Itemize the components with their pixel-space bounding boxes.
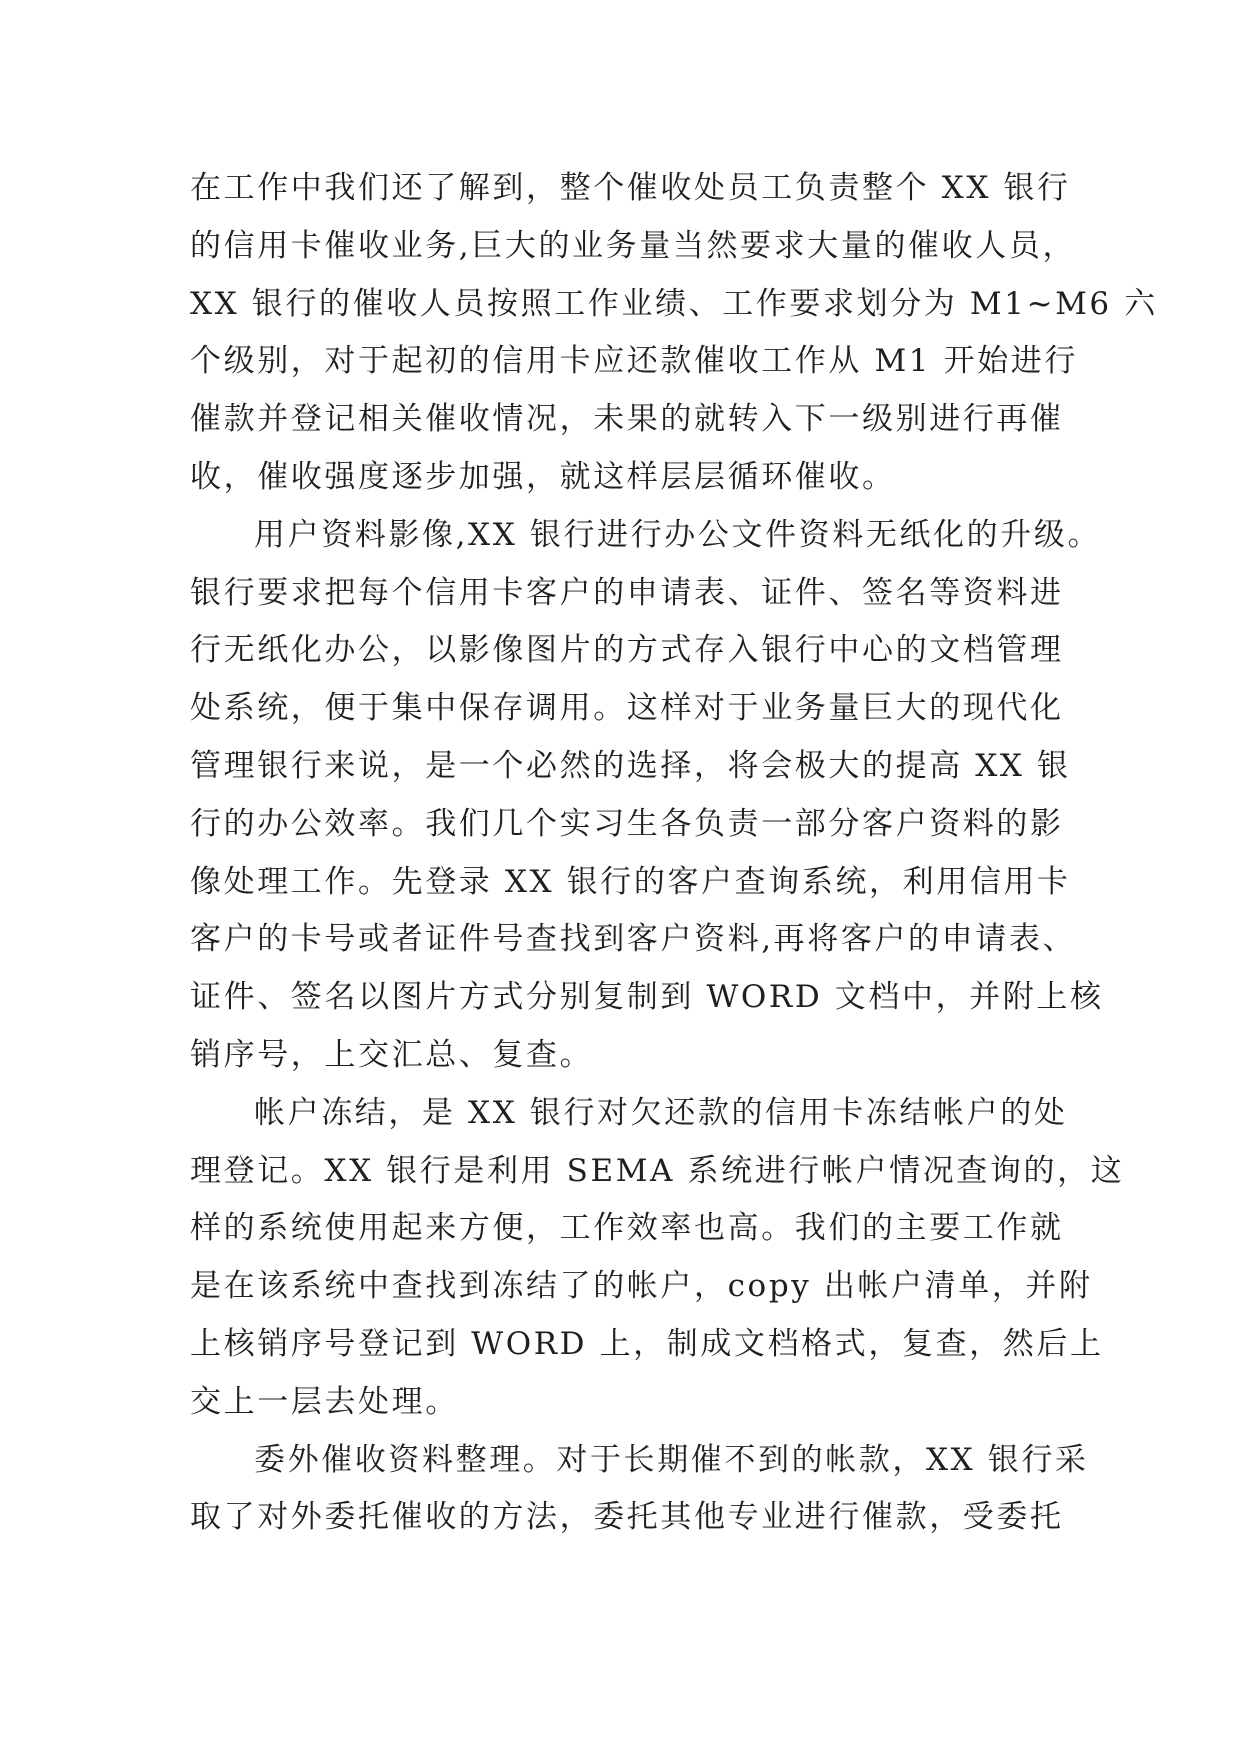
text-line-18: 理登记。XX 银行是利用 SEMA 系统进行帐户情况查询的，这 (190, 1152, 1125, 1189)
text-line-11: 管理银行来说，是一个必然的选择，将会极大的提高 XX 银 (190, 747, 1071, 784)
text-line-20: 是在该系统中查找到冻结了的帐户，copy 出帐户清单，并附 (190, 1268, 1093, 1305)
text-line-10: 处系统，便于集中保存调用。这样对于业务量巨大的现代化 (190, 690, 1064, 727)
text-line-12: 行的办公效率。我们几个实习生各负责一部分客户资料的影 (190, 805, 1064, 842)
text-line-21: 上核销序号登记到 WORD 上，制成文档格式，复查，然后上 (190, 1325, 1104, 1362)
text-line-6: 收，催收强度逐步加强，就这样层层循环催收。 (190, 458, 896, 495)
text-line-19: 样的系统使用起来方便，工作效率也高。我们的主要工作就 (190, 1210, 1064, 1247)
text-line-17: 帐户冻结，是 XX 银行对欠还款的信用卡冻结帐户的处 (254, 1094, 1068, 1131)
text-line-8: 银行要求把每个信用卡客户的申请表、证件、签名等资料进 (190, 574, 1064, 611)
text-line-24: 取了对外委托催收的方法，委托其他专业进行催款，受委托 (190, 1499, 1064, 1536)
text-line-15: 证件、签名以图片方式分别复制到 WORD 文档中，并附上核 (190, 979, 1104, 1016)
text-line-7: 用户资料影像,XX 银行进行办公文件资料无纸化的升级。 (254, 516, 1102, 553)
text-line-4: 个级别，对于起初的信用卡应还款催收工作从 M1 开始进行 (190, 343, 1078, 380)
text-line-13: 像处理工作。先登录 XX 银行的客户查询系统，利用信用卡 (190, 863, 1071, 900)
text-line-9: 行无纸化办公，以影像图片的方式存入银行中心的文档管理 (190, 632, 1064, 669)
text-line-22: 交上一层去处理。 (190, 1383, 459, 1420)
text-line-14: 客户的卡号或者证件号查找到客户资料,再将客户的申请表、 (190, 921, 1077, 958)
text-line-5: 催款并登记相关催收情况，未果的就转入下一级别进行再催 (190, 401, 1064, 438)
text-line-16: 销序号，上交汇总、复查。 (190, 1036, 594, 1073)
text-line-3: XX 银行的催收人员按照工作业绩、工作要求划分为 M1~M6 六 (190, 285, 1158, 322)
document-body (190, 160, 1158, 1547)
text-line-23: 委外催收资料整理。对于长期催不到的帐款，XX 银行采 (254, 1441, 1089, 1478)
text-line-1: 在工作中我们还了解到，整个催收处员工负责整个 XX 银行 (190, 170, 1071, 206)
text-line-2: 的信用卡催收业务,巨大的业务量当然要求大量的催收人员， (190, 227, 1077, 264)
